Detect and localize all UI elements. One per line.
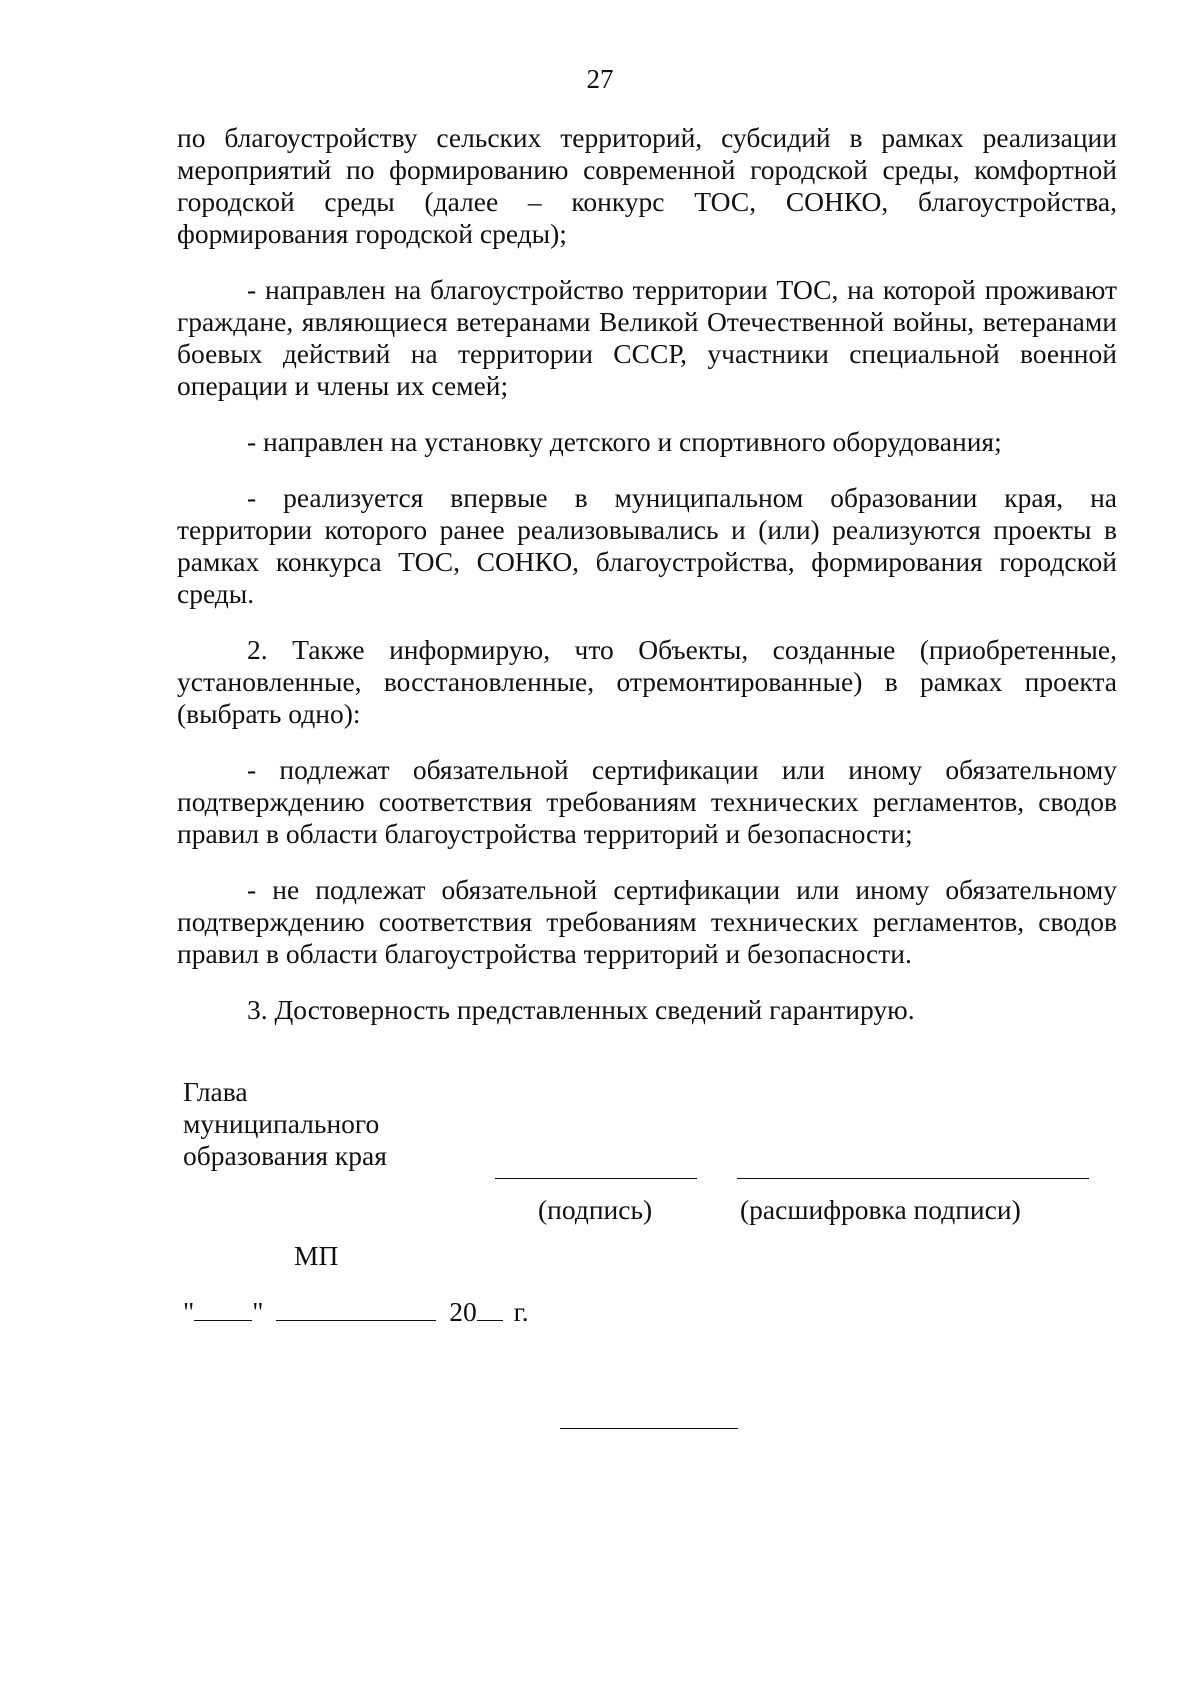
- page-number: 27: [586, 64, 614, 94]
- signature-line: [495, 1178, 697, 1179]
- day-blank: [194, 1296, 252, 1321]
- end-of-document-rule: [560, 1428, 738, 1429]
- month-blank: [276, 1296, 436, 1321]
- paragraph: - подлежат обязательной сертификации или иному обязательному подтверждению соответствия требованиям технических регламентов, сводов правил в области благоустройства территорий и безопасности;: [177, 754, 1117, 849]
- signature-decode-line: [737, 1178, 1089, 1179]
- signatory-role-line: муниципального: [183, 1108, 380, 1139]
- signature-caption: (подпись): [538, 1194, 653, 1225]
- date-field: [183, 1296, 529, 1328]
- date-open-quote: ": [183, 1296, 195, 1327]
- paragraph: - не подлежат обязательной сертификации или иному обязательному подтверждению соответствия требованиям технических регламентов, сводов правил в области благоустройства территорий и безопасности.: [177, 874, 1117, 969]
- signatory-role-line: Глава: [183, 1076, 248, 1107]
- signature-decode-caption: (расшифровка подписи): [740, 1194, 1021, 1225]
- paragraph: 3. Достоверность представленных сведений гарантирую.: [247, 994, 915, 1025]
- paragraph: - направлен на благоустройство территории ТОС, на которой проживают граждане, являющиеся ветеранами Великой Отечественной войны, ветеранами боевых действий на территории СССР, участники специальной военной операции и члены их семей;: [177, 274, 1117, 401]
- paragraph: по благоустройству сельских территорий, субсидий в рамках реализации мероприятий по формированию современной городской среды, комфортной городской среды (далее – конкурс ТОС, СОНКО, благоустройства, формирования городской среды);: [177, 122, 1117, 249]
- stamp-label: МП: [294, 1240, 339, 1271]
- paragraph: - реализуется впервые в муниципальном образовании края, на территории которого ранее реализовывались и (или) реализуются проекты в рамках конкурса ТОС, СОНКО, благоустройства, формирования городской среды.: [177, 482, 1117, 609]
- signatory-role-line: образования края: [183, 1140, 387, 1171]
- paragraph: - направлен на установку детского и спортивного оборудования;: [247, 426, 1002, 457]
- paragraph: 2. Также информирую, что Объекты, созданные (приобретенные, установленные, восстановленные, отремонтированные) в рамках проекта (выбрать одно):: [177, 634, 1117, 729]
- signatory-role: [183, 1076, 387, 1172]
- year-blank: [477, 1296, 503, 1321]
- date-close-quote: ": [252, 1296, 264, 1327]
- year-prefix: 20: [449, 1296, 477, 1327]
- year-suffix: г.: [513, 1296, 529, 1327]
